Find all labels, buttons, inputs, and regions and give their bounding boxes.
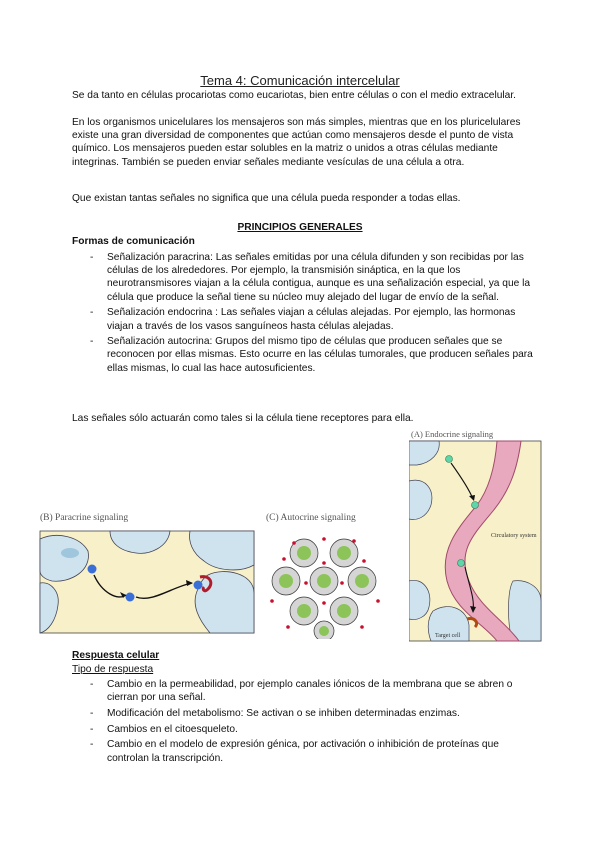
- paracrine-label: (B) Paracrine signaling: [40, 513, 129, 523]
- formas-heading: Formas de comunicación: [72, 236, 195, 247]
- signal-molecule: [126, 593, 135, 602]
- respuesta-heading: Respuesta celular: [72, 650, 160, 661]
- list-item: - Señalización endocrina : Las señales viajan a células alejadas. Por ejemplo, las hormonas viajan a través de los vasos sanguíneos hasta células alejadas.: [72, 306, 538, 332]
- circulatory-label: Circulatory system: [491, 533, 537, 539]
- endocrine-figure: [409, 429, 555, 643]
- tipo-respuesta-heading: Tipo de respuesta: [72, 664, 154, 675]
- autocrine-label: (C) Autocrine signaling: [266, 513, 356, 523]
- intro-paragraph-2: En los organismos unicelulares los mensajeros son más simples, mientras que en los pluricelulares existe una gran diversidad de componentes que actúan como mensajeros desde el punto de vista químico. Los mensajeros pueden estar solubles en la matriz o unidos a otras células mediante integrinas. También se pueden enviar señales mediante vesículas de una célula a otra.: [72, 117, 521, 168]
- paracrine-figure: [38, 509, 256, 636]
- respuesta-list: [72, 678, 538, 767]
- list-item: - Señalización autocrina: Grupos del mismo tipo de células que producen señales que se reconocen por ellas mismas. Esto ocurre en las células tumorales, que producen señales para ellas mismas, lo cual las hace autosuficientes.: [72, 335, 538, 375]
- receptores-paragraph: Las señales sólo actuarán como tales si la célula tiene receptores para ella.: [72, 413, 414, 424]
- principios-heading: PRINCIPIOS GENERALES: [237, 222, 363, 233]
- list-item: - Cambio en el modelo de expresión génica, por activación o inhibición de proteínas que controlan la transcripción.: [72, 738, 538, 764]
- list-item: - Cambios en el citoesqueleto.: [72, 723, 538, 736]
- signal-molecule: [194, 581, 203, 590]
- autocrine-figure: [264, 509, 394, 639]
- endocrine-label: (A) Endocrine signaling: [411, 429, 494, 439]
- formas-list: [72, 251, 538, 377]
- page-title: Tema 4: Comunicación intercelular: [200, 73, 400, 88]
- intro-paragraph-1: Se da tanto en células procariotas como eucariotas, bien entre células o con el medio extracelular.: [72, 90, 516, 101]
- list-item: - Modificación del metabolismo: Se activan o se inhiben determinadas enzimas.: [72, 707, 538, 720]
- list-item: - Señalización paracrina: Las señales emitidas por una célula difunden y son recibidas por las células de los alrededores. Por ejemplo, la transmisión sináptica, en la que los neurotransmisores viajan a la célula contigua, aunque es una señalización especial, ya que la célula que produce la señal tiene su núcleo muy alejado del lugar de envío de la señal.: [72, 251, 538, 304]
- intro-paragraph-3: Que existan tantas señales no significa que una célula pueda responder a todas ellas.: [72, 193, 461, 204]
- target-cell-label: Target cell: [435, 633, 461, 639]
- list-item: - Cambio en la permeabilidad, por ejemplo canales iónicos de la membrana que se abren o cierran por una señal.: [72, 678, 538, 704]
- signal-molecule: [88, 565, 97, 574]
